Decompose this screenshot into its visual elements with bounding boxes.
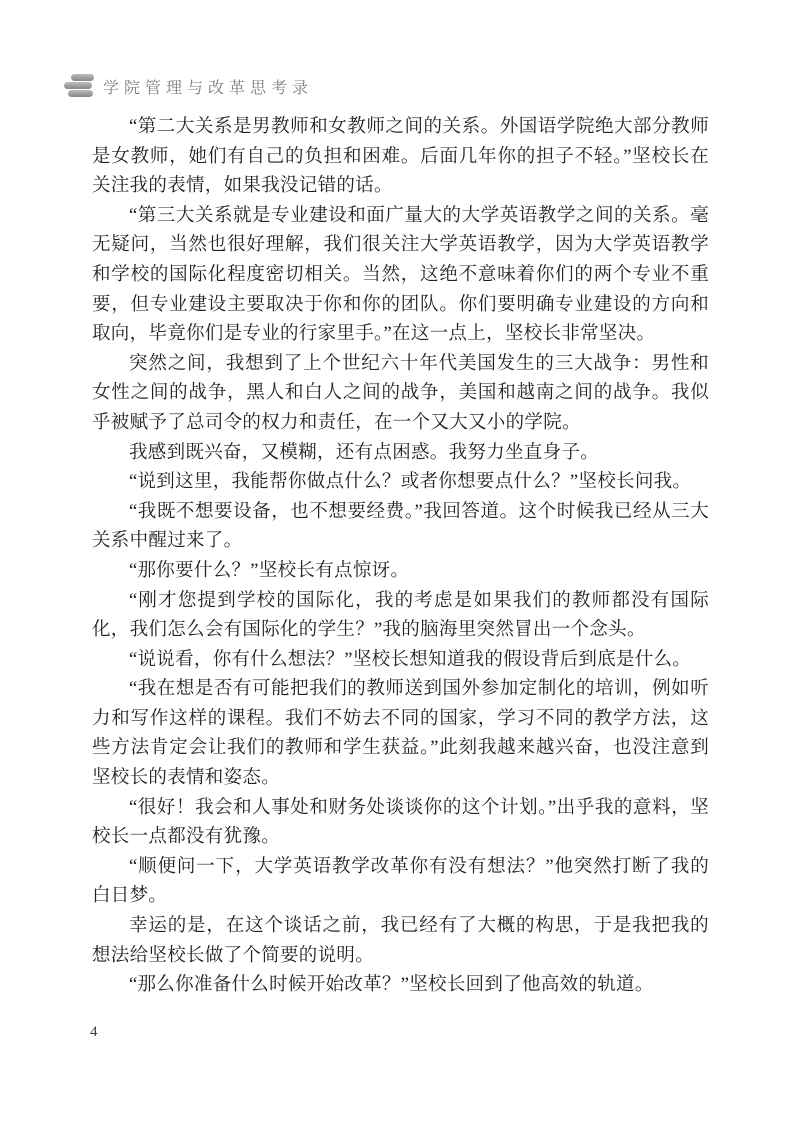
stacked-books-icon (64, 74, 94, 98)
paragraph: 突然之间，我想到了上个世纪六十年代美国发生的三大战争：男性和女性之间的战争，黑人和白人之间的战争，美国和越南之间的战争。我似乎被赋予了总司令的权力和责任，在一个又大又小的学院。 (92, 353, 709, 433)
paragraph: “那你要什么？”坚校长有点惊讶。 (129, 560, 410, 581)
paragraph: “顺便问一下，大学英语教学改革你有没有想法？”他突然打断了我的白日梦。 (92, 856, 709, 907)
paragraph: “我在想是否有可能把我们的教师送到国外参加定制化的培训，例如听力和写作这样的课程。我们不妨去不同的国家，学习不同的教学方法，这些方法肯定会让我们的教师和学生获益。”此刻我越来越兴奋，也没注意到坚校长的表情和姿态。 (92, 679, 709, 789)
paragraph: 我感到既兴奋，又模糊，还有点困惑。我努力坐直身子。 (129, 442, 600, 463)
running-header (64, 74, 313, 98)
paragraph: “第三大关系就是专业建设和面广量大的大学英语教学之间的关系。毫无疑问，当然也很好理解，我们很关注大学英语教学，因为大学英语教学和学校的国际化程度密切相关。当然，这绝不意味着你们的两个专业不重要，但专业建设主要取决于你和你的团队。你们要明确专业建设的方向和取向，毕竟你们是专业的行家里手。”在这一点上，坚校长非常坚决。 (92, 205, 709, 345)
running-header-title: 学院管理与改革思考录 (103, 77, 314, 97)
paragraph: “我既不想要设备，也不想要经费。”我回答道。这个时候我已经从三大关系中醒过来了。 (92, 501, 709, 552)
paragraph: “说说看，你有什么想法？”坚校长想知道我的假设背后到底是什么。 (129, 649, 692, 670)
paragraph: “说到这里，我能帮你做点什么？或者你想要点什么？”坚校长问我。 (129, 472, 692, 493)
paragraph: “刚才您提到学校的国际化，我的考虑是如果我们的教师都没有国际化，我们怎么会有国际化的学生？”我的脑海里突然冒出一个念头。 (92, 590, 709, 641)
paragraph: “第二大关系是男教师和女教师之间的关系。外国语学院绝大部分教师是女教师，她们有自己的负担和困难。后面几年你的担子不轻。”坚校长在关注我的表情，如果我没记错的话。 (92, 117, 709, 197)
body-text (92, 113, 709, 1001)
paragraph: “那么你准备什么时候开始改革？”坚校长回到了他高效的轨道。 (129, 975, 654, 996)
paragraph: “很好！我会和人事处和财务处谈谈你的这个计划。”出乎我的意料，坚校长一点都没有犹豫。 (92, 797, 709, 848)
paragraph: 幸运的是，在这个谈话之前，我已经有了大概的构思，于是我把我的想法给坚校长做了个简要的说明。 (92, 916, 709, 966)
page-number: 4 (90, 1024, 98, 1040)
